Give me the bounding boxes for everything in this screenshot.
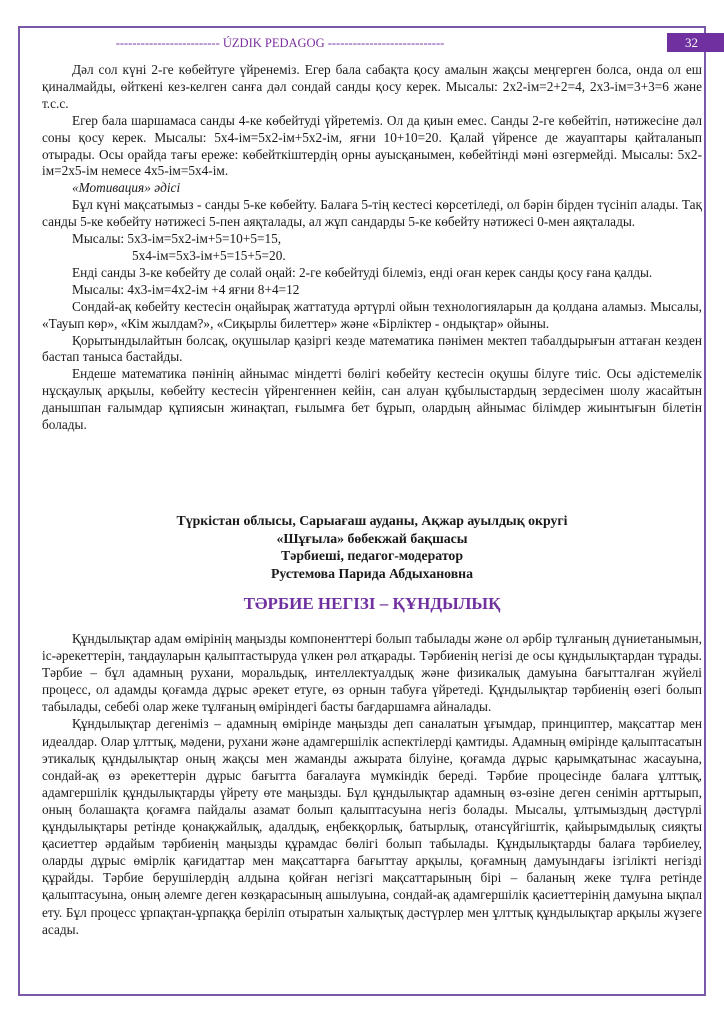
author-name: Рустемова Парида Абдыхановна (270, 565, 474, 581)
paragraph: Құндылықтар дегеніміз – адамның өмірінде маңызды деп саналатын ұғымдар, принциптер, мақсаттар мен идеалдар. Олар ұлттық, мәдени, рухани және адамгершілік аспектілерді қамтиды. Адамның өмірінде қалыптасатын этикалық құндылықтар оның жақсы мен жаманды ажырата білуіне, қоғамда дұрыс қарымқатынас жасауына, сондай-ақ өз әрекеттерін дұрыс бағытта бағалауға мүмкіндік береді. Тәрбие процесінде балаға ұлттық, адамгершілік құндылықтарды үйрету өте маңызды. Бұл құндылықтар адамның өз-өзіне деген сенімін арттырып, оның болашақта қоғамға пайдалы азамат болып қалыптасуына негіз болады. Мысалы, ұлтымыздың дәстүрлі құндылықтары ретінде қонақжайлық, адалдық, еңбекқорлық, батырлық, отансүйгіштік, қайырымдылық сияқты қасиеттер әрдайым тәрбиенің маңызды құрамдас бөлігі болып табылады. Құндылықтарды балаға тәрбиелеу, оларды дұрыс өмірлік қағидаттар мен мақсаттарға бағыттау арқылы, қоғамның дамуындағы ізгілікті негізді құрайды. Тәрбие берушілердің алдына қойған негізгі мақсаттарының бірі – баланың жеке тұлға ретінде қалыптасуына, оның әлемге деген көзқарасының ашылуына, сондай-ақ адамгершілік қасиеттерінің дамуына ықпал ету. Бұл процесс ұрпақтан-ұрпаққа беріліп отыратын халықтық дәстүрлер мен ұлттық құндылықтар арқылы жүзеге асады. (42, 716, 702, 937)
example-line: 5х4-ім=5х3-ім+5=15+5=20. (132, 247, 286, 263)
paragraph: Құндылықтар адам өмірінің маңызды компоненттері болып табылады және ол әрбір тұлғаның дүниетанымын, іс-әрекеттерін, таңдауларын қалыптастыруда үлкен рөл атқарады. Тәрбиенің негізі де осы құндылықтардан тұрады. Тәрбие – бұл адамның рухани, моральдық, интеллектуалдық және физикалық дамуына бағытталған жүйелі процесс, ол адамды қоғамда дұрыс әрекет етуге, өз орнын табуға үйретеді. Құндылықтар тәрбиенің өзегі болып табылады, себебі олар жеке тұлғаның өміріндегі басты бағдаршамға айналады. (42, 631, 702, 715)
author-kindergarten: «Шұғыла» бөбекжай бақшасы (276, 530, 468, 546)
paragraph: Сондай-ақ көбейту кестесін оңайырақ жаттатуда әртүрлі ойын технологияларын да қолдана аламыз. Мысалы, «Тауып көр», «Кім жылдам?», «Сиқырлы билеттер» және «Бірліктер - ондықтар» ойыны. (42, 298, 702, 331)
paragraph: Бұл күні мақсатымыз - санды 5-ке көбейту. Балаға 5-тің кестесі көрсетіледі, ол бәрін бірден түсініп алады. Тақ санды 5-ке көбейту нәтижесі 5-пен аяқталады, ал жұп сандарды 5-ке көбейту нәтижесі 0-мен аяқталады. (42, 197, 702, 230)
page-number-tab: 32 (667, 33, 724, 52)
paragraph: Қорытындылайтын болсақ, оқушылар қазіргі кезде математика пәнімен мектеп табалдырығын аттаған кезден бастап таныса бастайды. (42, 332, 702, 365)
example-line: Мысалы: 5х3-ім=5х2-ім+5=10+5=15, (72, 231, 282, 247)
paragraph: Егер бала шаршамаса санды 4-ке көбейтуді үйретеміз. Ол да қиын емес. Санды 2-ге көбейтіп, нәтижесіне дәл соны қосу керек. Мысалы: 5х4-ім=5х2-ім+5х2-ім, яғни 10+10=20. Қалай үйренсе де жауаптары қайталанып отырады. Осы орайда тағы ереже: көбейткіштердің орны ауысқанымен, көбейтінді мәні өзгермейді. Мысалы: 5х2-ім=2х5-ім немесе 4х5-ім=5х4-ім. (42, 112, 702, 179)
running-header (0, 36, 724, 51)
paragraph: Енді санды 3-ке көбейту де солай оңай: 2-ге көбейтуді білеміз, енді оған керек санды қосу ғана қалды. (72, 264, 653, 280)
author-position: Тәрбиеші, педагог-модератор (281, 548, 463, 563)
article-title: ТӘРБИЕ НЕГІЗІ – ҚҰНДЫЛЫҚ (243, 594, 501, 613)
paragraph: Мысалы: 4х3-ім=4х2-ім +4 яғни 8+4=12 (72, 281, 300, 297)
article-body (42, 630, 702, 938)
journal-title: ------------------------- ÚZDIK PEDAGOG ---------------------------- (115, 36, 445, 50)
author-block (42, 512, 702, 582)
author-region: Түркістан облысы, Сарыағаш ауданы, Ақжар ауылдық округі (176, 513, 568, 528)
section-multiplication (42, 62, 702, 434)
method-title: «Мотивация» әдісі (72, 180, 181, 196)
paragraph: Дәл сол күні 2-ге көбейтуге үйренеміз. Егер бала сабақта қосу амалын жақсы меңгерген болса, онда ол еш қиналмайды, өйткені кез-келген санға дәл сондай санды қосу керек. Мысалы: 2х2-ім=2+2=4, 2х3-ім=3+3=6 және т.с.с. (42, 62, 702, 111)
paragraph: Ендеше математика пәнінің айнымас міндетті бөлігі көбейту кестесін оқушы білуге тиіс. Осы әдістемелік нұсқаулық арқылы, көбейту кестесін үйренгеннен кейін, сан алуан құбылыстардың зердесімен шолу жасайтын данышпан ғалымдар құпиясын жинақтап, ғылымға бет бұрып, олардың айнымас білімдер жиынтығын білетін болады. (42, 366, 702, 433)
